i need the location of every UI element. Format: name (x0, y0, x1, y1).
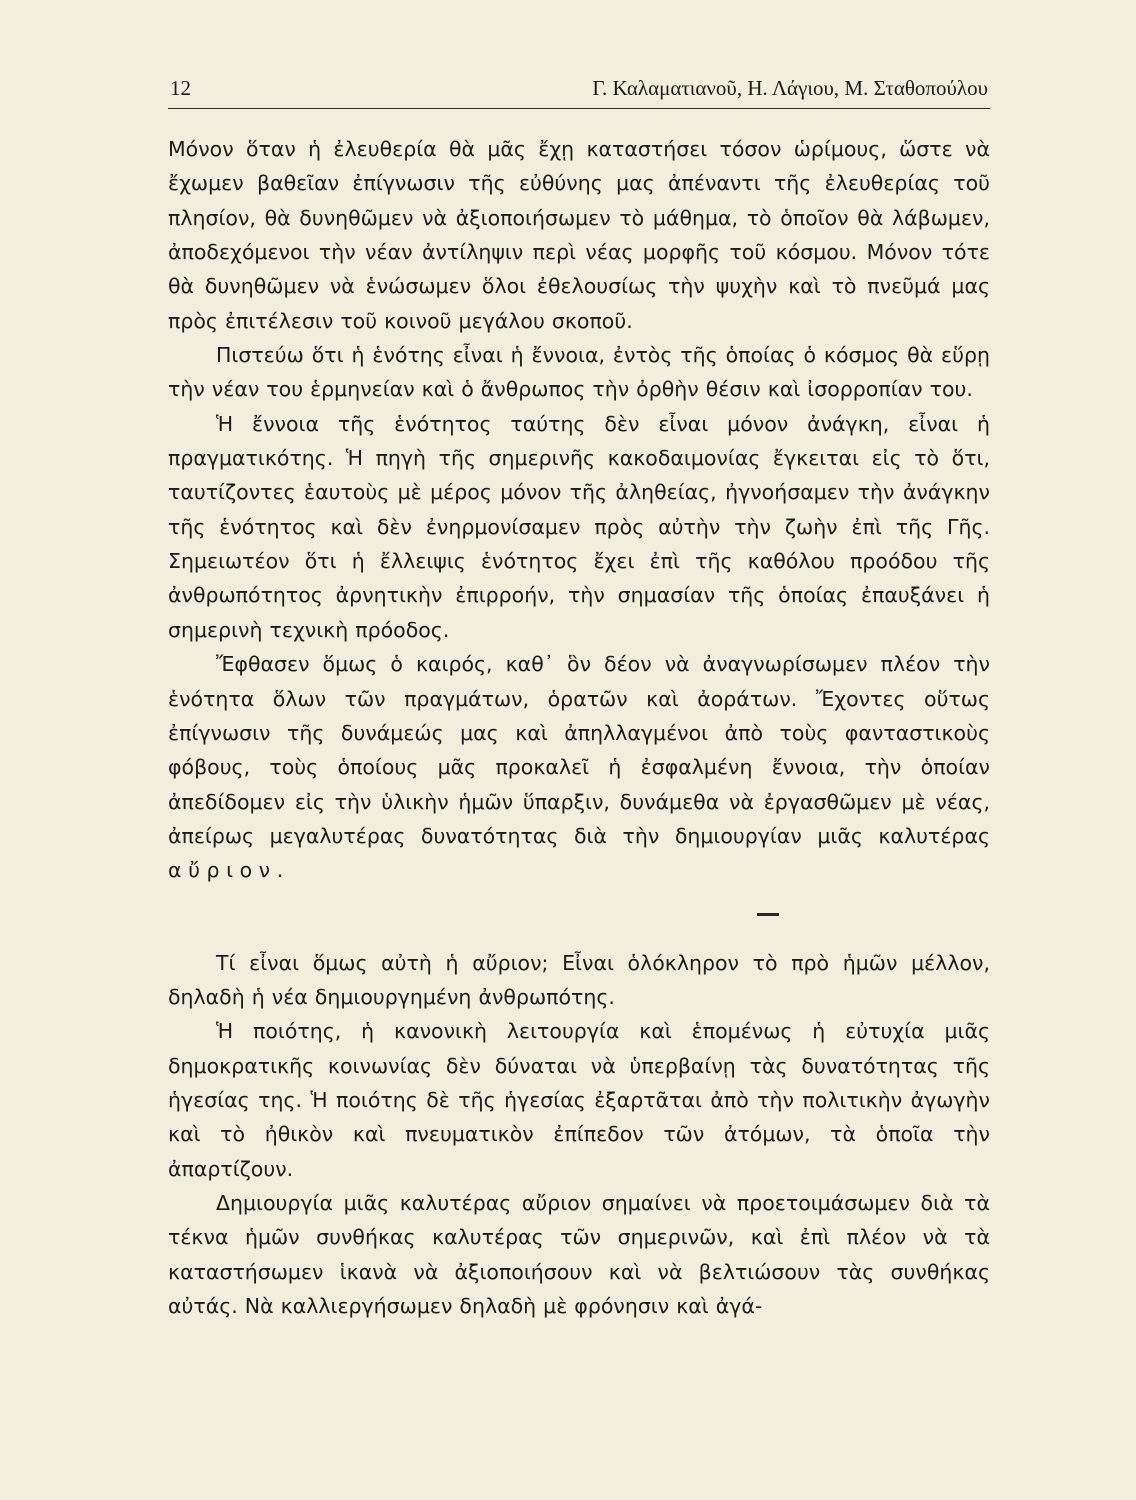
body-text (168, 132, 990, 1323)
paragraph-3: Ἡ ἔννοια τῆς ἑνότητος ταύτης δὲν εἶναι μόνον ἀνάγκη, εἶναι ἡ πραγματικότης. Ἡ πηγὴ τῆς σημερινῆς κακοδαιμονίας ἔγκειται εἰς τὸ ὅτι, ταυτίζοντες ἑαυτοὺς μὲ μέρος μόνον τῆς ἀληθείας, ἠγνοήσαμεν τὴν ἀνάγκην τῆς ἑνότητος καὶ δὲν ἐνηρμονίσαμεν πρὸς αὐτὴν τὴν ζωὴν ἐπὶ τῆς Γῆς. Σημειωτέον ὅτι ἡ ἔλλειψις ἑνότητος ἔχει ἐπὶ τῆς καθόλου προόδου τῆς ἀνθρωπότητος ἀρνητικὴν ἐπιρροήν, τὴν σημασίαν τῆς ὁποίας ἐπαυξάνει ἡ σημερινὴ τεχνικὴ πρόοδος. (168, 411, 990, 642)
page-header (168, 72, 990, 109)
running-head: Γ. Καλαματιανοῦ, Η. Λάγιου, Μ. Σταθοπούλου (592, 76, 988, 100)
paragraph-2: Πιστεύω ὅτι ἡ ἑνότης εἶναι ἡ ἔννοια, ἐντὸς τῆς ὁποίας ὁ κόσμος θὰ εὕρῃ τὴν νέαν του ἑρμηνείαν καὶ ὁ ἄνθρωπος τὴν ὀρθὴν θέσιν καὶ ἰσορροπίαν του. (168, 343, 990, 402)
paragraph-4-text: Ἔφθασεν ὅμως ὁ καιρός, καθ᾿ ὃν δέον νὰ ἀναγνωρίσωμεν πλέον τὴν ἑνότητα ὅλων τῶν πραγμάτων, ὁρατῶν καὶ ἀοράτων. Ἔχοντες οὕτως ἐπίγνωσιν τῆς δυνάμεώς μας καὶ ἀπηλλαγμένοι ἀπὸ τοὺς φανταστικοὺς φόβους, τοὺς ὁποίους μᾶς προκαλεῖ ἡ ἐσφαλμένη ἔννοια, τὴν ὁποίαν ἀπεδίδομεν εἰς τὴν ὑλικὴν ἡμῶν ὕπαρξιν, δυνάμεθα νὰ ἐργασθῶμεν μὲ νέας, ἀπείρως μεγαλυτέρας δυνατότητας διὰ τὴν δημιουργίαν μιᾶς καλυτέρας (168, 652, 990, 848)
paragraph-5: Τί εἶναι ὅμως αὐτὴ ἡ αὔριον; Εἶναι ὁλόκληρον τὸ πρὸ ἡμῶν μέλλον, δηλαδὴ ἡ νέα δημιουργημένη ἀνθρωπότης. (168, 950, 990, 1009)
paragraph-7: Δημιουργία μιᾶς καλυτέρας αὔριον σημαίνει νὰ προετοιμάσωμεν διὰ τὰ τέκνα ἡμῶν συνθήκας καλυτέρας τῶν σημερινῶν, καὶ ἐπὶ πλέον νὰ τὰ καταστήσωμεν ἱκανὰ νὰ ἀξιοποιήσουν καὶ νὰ βελτιώσουν τὰς συνθήκας αὐτάς. Νὰ καλλιεργήσωμεν δηλαδὴ μὲ φρόνησιν καὶ ἀγά- (168, 1190, 990, 1318)
paragraph-4 (168, 647, 990, 887)
emphasized-word: αὔριον (168, 858, 277, 883)
paragraph-6: Ἡ ποιότης, ἡ κανονικὴ λειτουργία καὶ ἑπομένως ἡ εὐτυχία μιᾶς δημοκρατικῆς κοινωνίας δὲν δύναται νὰ ὑπερβαίνῃ τὰς δυνατότητας τῆς ἡγεσίας της. Ἡ ποιότης δὲ τῆς ἡγεσίας ἐξαρτᾶται ἀπὸ τὴν πολιτικὴν ἀγωγὴν καὶ τὸ ἠθικὸν καὶ πνευματικὸν ἐπίπεδον τῶν ἀτόμων, τὰ ὁποῖα τὴν ἀπαρτίζουν. (168, 1019, 990, 1181)
paragraph-4-end: . (276, 858, 284, 883)
section-break-dash (757, 913, 779, 916)
section-break (168, 888, 990, 946)
paragraph-1: Μόνον ὅταν ἡ ἐλευθερία θὰ μᾶς ἔχῃ καταστήσει τόσον ὡρίμους, ὥστε νὰ ἔχωμεν βαθεῖαν ἐπίγνωσιν τῆς εὐθύνης μας ἀπέναντι τῆς ἐλευθερίας τοῦ πλησίον, θὰ δυνηθῶμεν νὰ ἀξιοποιήσωμεν τὸ μάθημα, τὸ ὁποῖον θὰ λάβωμεν, ἀποδεχόμενοι τὴν νέαν ἀντίληψιν περὶ νέας μορφῆς τοῦ κόσμου. Μόνον τότε θὰ δυνηθῶμεν νὰ ἑνώσωμεν ὅλοι ἐθελουσίως τὴν ψυχὴν καὶ τὸ πνεῦμά μας πρὸς ἐπιτέλεσιν τοῦ κοινοῦ μεγάλου σκοποῦ. (168, 137, 990, 333)
page-number: 12 (170, 76, 191, 100)
